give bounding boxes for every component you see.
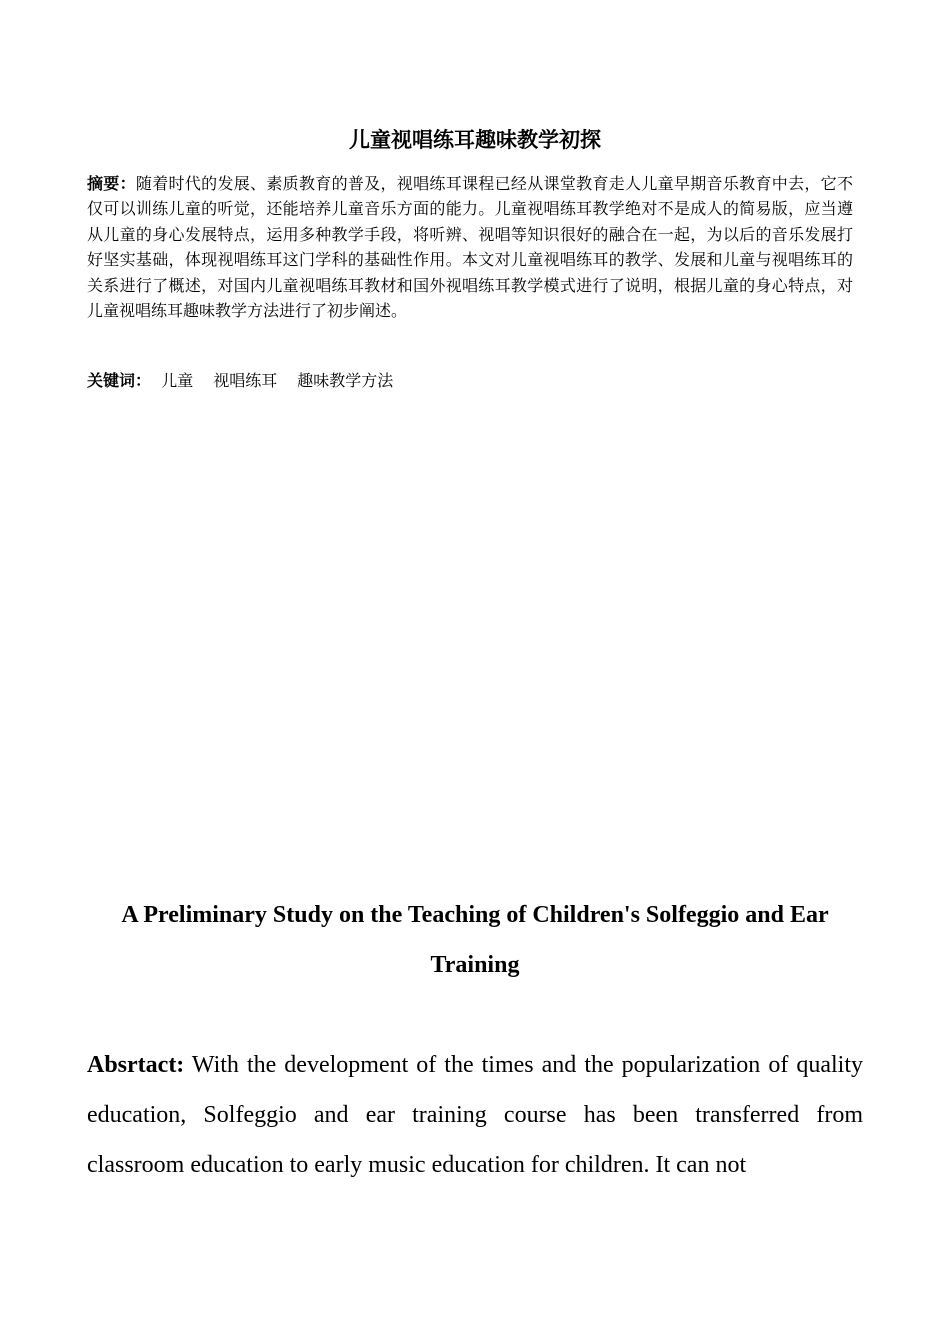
english-title: A Preliminary Study on the Teaching of Children's Solfeggio and Ear Training	[121, 902, 829, 978]
chinese-keywords	[87, 369, 853, 393]
english-abstract	[87, 1040, 863, 1190]
chinese-title: 儿童视唱练耳趣味教学初探	[349, 128, 601, 152]
chinese-keywords-label: 关键词：	[87, 371, 152, 390]
keyword-item: 视唱练耳	[213, 371, 278, 390]
keyword-item: 趣味教学方法	[297, 371, 394, 390]
chinese-abstract	[87, 171, 853, 323]
english-abstract-label: Absrtact:	[87, 1052, 185, 1078]
chinese-abstract-label: 摘要：	[87, 174, 136, 193]
english-abstract-text: With the development of the times and the popularization of quality education, Solfeggio and ear training course has been transferred from classroom education to early music education for children. It can not	[87, 1052, 863, 1178]
chinese-abstract-text: 随着时代的发展、素质教育的普及，视唱练耳课程已经从课堂教育走人儿童早期音乐教育中去，它不仅可以训练儿童的听觉，还能培养儿童音乐方面的能力。儿童视唱练耳教学绝对不是成人的简易版，应当遵从儿童的身心发展特点，运用多种教学手段，将听辨、视唱等知识很好的融合在一起，为以后的音乐发展打好坚实基础，体现视唱练耳这门学科的基础性作用。本文对儿童视唱练耳的教学、发展和儿童与视唱练耳的关系进行了概述，对国内儿童视唱练耳教材和国外视唱练耳教学模式进行了说明，根据儿童的身心特点，对儿童视唱练耳趣味教学方法进行了初步阐述。	[87, 174, 853, 321]
keyword-item: 儿童	[161, 371, 194, 390]
